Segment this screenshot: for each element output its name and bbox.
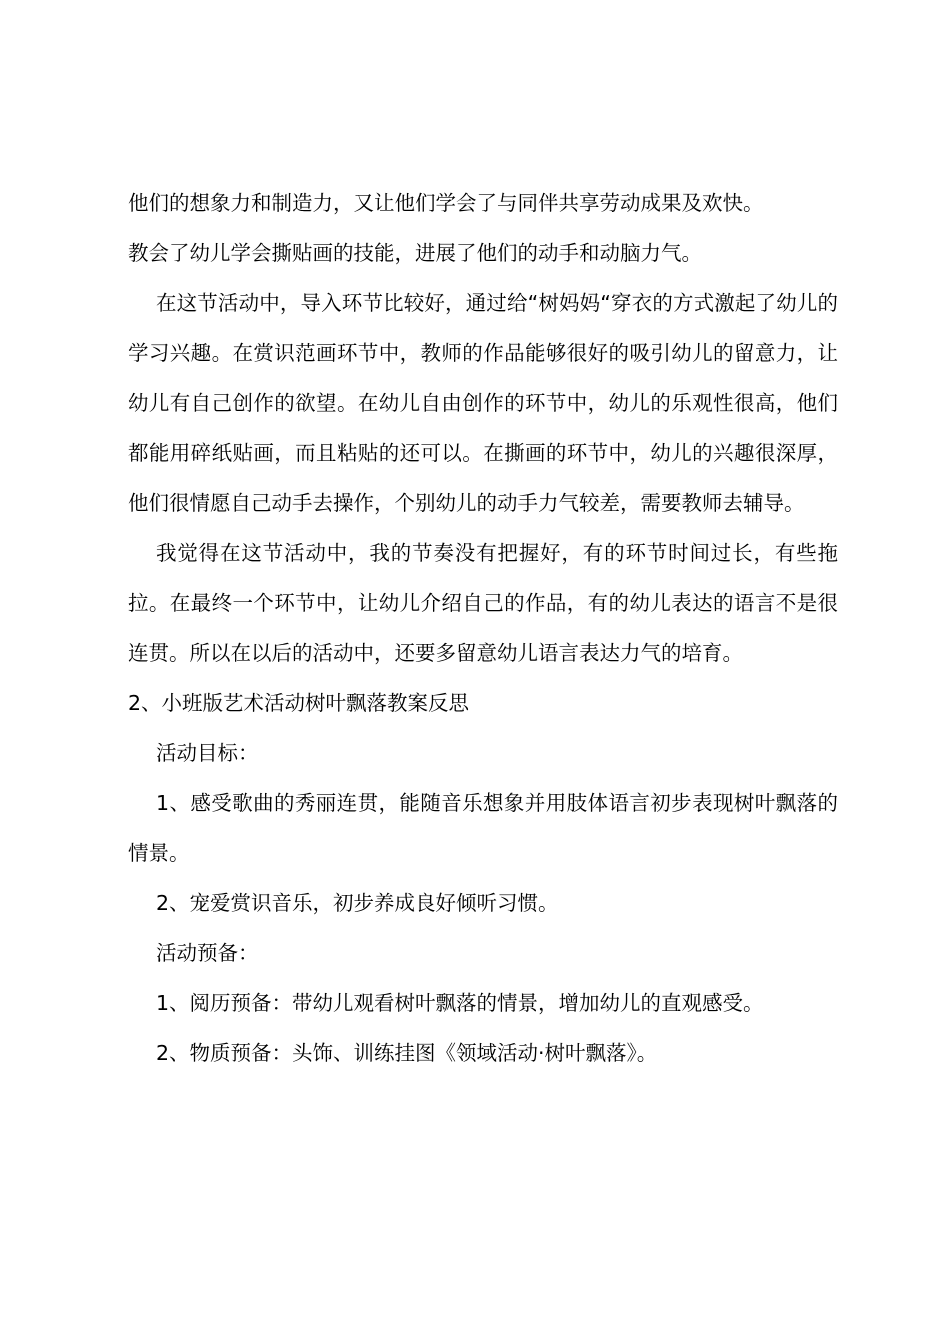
paragraph-continuation-1: 他们的想象力和制造力，又让他们学会了与同伴共享劳动成果及欢快。 bbox=[128, 191, 764, 215]
paragraph-self-reflection: 我觉得在这节活动中，我的节奏没有把握好，有的环节时间过长，有些拖拉。在最终一个环节中，让幼儿介绍自己的作品，有的幼儿表达的语言不是很连贯。所以在以后的活动中，还要多留意幼儿语言表达力气的培育。 bbox=[128, 541, 838, 665]
preparation-item-2: 2、物质预备：头饰、训练挂图《领域活动·树叶飘落》。 bbox=[156, 1041, 658, 1065]
goal-item-2: 2、宠爱赏识音乐，初步养成良好倾听习惯。 bbox=[156, 891, 559, 915]
paragraph-continuation-2: 教会了幼儿学会撕贴画的技能，进展了他们的动手和动脑力气。 bbox=[128, 241, 702, 265]
goal-item-1: 1、感受歌曲的秀丽连贯，能随音乐想象并用肢体语言初步表现树叶飘落的情景。 bbox=[128, 791, 838, 865]
paragraph-intro-reflection: 在这节活动中，导入环节比较好，通过给“树妈妈“穿衣的方式激起了幼儿的学习兴趣。在赏识范画环节中，教师的作品能够很好的吸引幼儿的留意力，让幼儿有自己创作的欲望。在幼儿自由创作的环节中，幼儿的乐观性很高，他们都能用碎纸贴画，而且粘贴的还可以。在撕画的环节中，幼儿的兴趣很深厚，他们很情愿自己动手去操作，个别幼儿的动手力气较差，需要教师去辅导。 bbox=[128, 291, 838, 515]
preparation-item-1: 1、阅历预备：带幼儿观看树叶飘落的情景，增加幼儿的直观感受。 bbox=[156, 991, 764, 1015]
section-heading: 2、小班版艺术活动树叶飘落教案反思 bbox=[128, 691, 470, 715]
activity-goals-label: 活动目标： bbox=[156, 741, 259, 765]
document-body bbox=[128, 178, 838, 1078]
activity-preparation-label: 活动预备： bbox=[156, 941, 259, 965]
